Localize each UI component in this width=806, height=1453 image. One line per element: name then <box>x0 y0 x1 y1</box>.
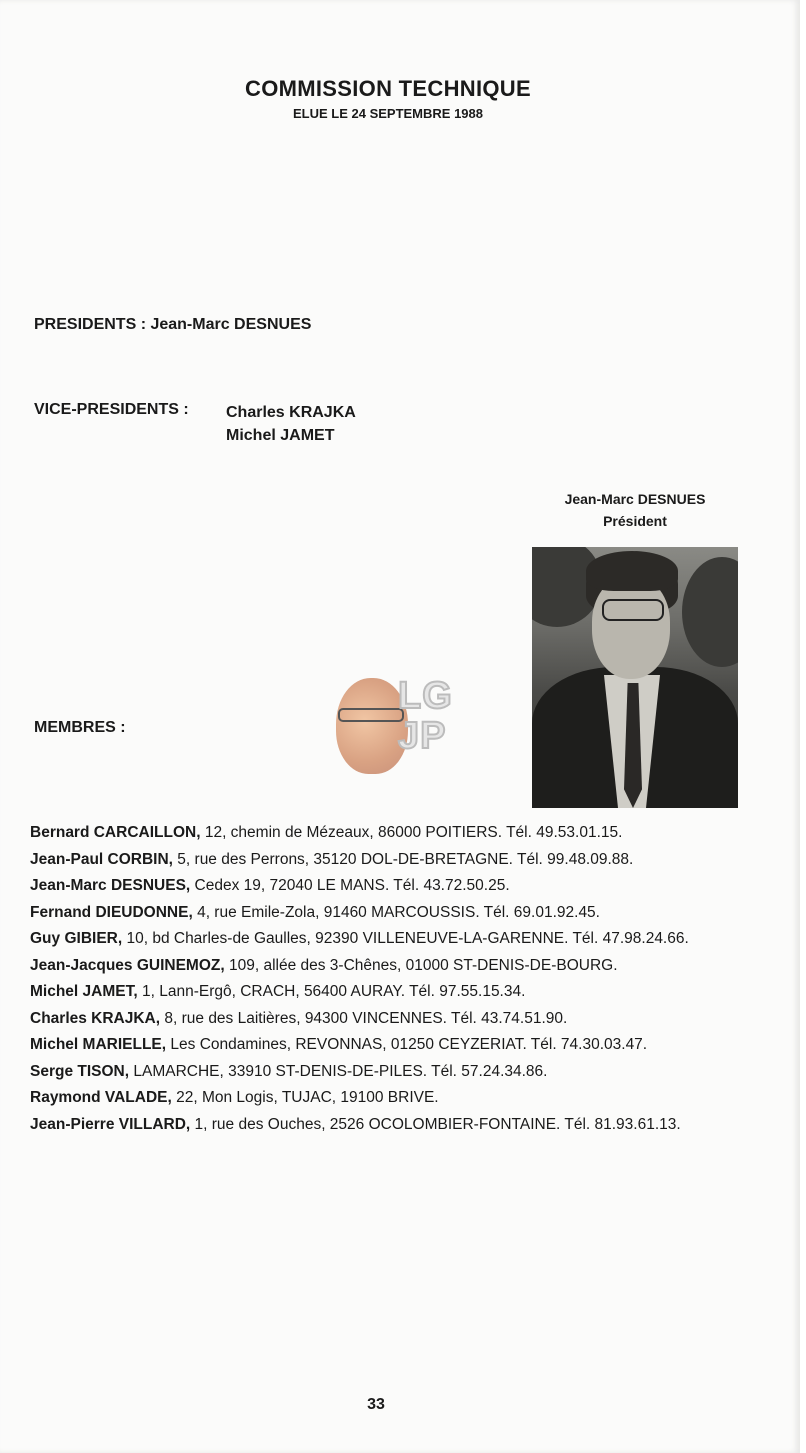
member-details: 4, rue Emile-Zola, 91460 MARCOUSSIS. Tél. 69.01.92.45. <box>197 903 600 921</box>
list-item <box>30 928 750 950</box>
member-details: 8, rue des Laitières, 94300 VINCENNES. Tél. 43.74.51.90. <box>164 1009 568 1027</box>
list-item <box>30 1061 750 1083</box>
list-item <box>30 849 750 871</box>
member-name: Jean-Jacques GUINEMOZ, <box>30 956 225 974</box>
list-item <box>30 822 750 844</box>
list-item <box>30 1008 750 1030</box>
membres-label: MEMBRES : <box>34 719 126 736</box>
member-details: 12, chemin de Mézeaux, 86000 POITIERS. Tél. 49.53.01.15. <box>204 824 623 841</box>
photo-caption <box>540 488 730 532</box>
member-details: 1, Lann-Ergô, CRACH, 56400 AURAY. Tél. 97.55.15.34. <box>141 983 526 1000</box>
vice-president-name: Charles KRAJKA <box>226 404 356 421</box>
page-title: COMMISSION TECHNIQUE <box>245 76 531 101</box>
vice-president-name: Michel JAMET <box>226 427 335 444</box>
members-list <box>30 822 750 1140</box>
vice-presidents-names <box>226 401 356 447</box>
member-name: Fernand DIEUDONNE, <box>30 903 193 921</box>
watermark-letters: LG JP <box>398 675 453 757</box>
vice-presidents-label: VICE-PRESIDENTS : <box>34 401 189 418</box>
list-item <box>30 875 750 897</box>
member-name: Bernard CARCAILLON, <box>30 824 201 841</box>
member-details: 5, rue des Perrons, 35120 DOL-DE-BRETAGNE. Tél. 99.48.09.88. <box>177 850 634 868</box>
list-item <box>30 981 750 1003</box>
page-number: 33 <box>367 1396 385 1413</box>
list-item <box>30 955 750 977</box>
member-name: Michel JAMET, <box>30 983 138 1000</box>
list-item <box>30 1114 750 1136</box>
list-item <box>30 902 750 924</box>
member-details: Cedex 19, 72040 LE MANS. Tél. 43.72.50.25. <box>194 877 510 894</box>
member-name: Jean-Pierre VILLARD, <box>30 1115 191 1133</box>
president-photo <box>532 547 738 808</box>
member-details: LAMARCHE, 33910 ST-DENIS-DE-PILES. Tél. 57.24.34.86. <box>133 1062 548 1080</box>
member-name: Guy GIBIER, <box>30 930 123 947</box>
photo-caption-role: Président <box>603 513 667 529</box>
member-details: 10, bd Charles-de Gaulles, 92390 VILLENEUVE-LA-GARENNE. Tél. 47.98.24.66. <box>126 930 689 947</box>
member-name: Jean-Marc DESNUES, <box>30 877 191 894</box>
photo-caption-name: Jean-Marc DESNUES <box>564 491 706 507</box>
page-subtitle: ELUE LE 24 SEPTEMBRE 1988 <box>292 106 483 121</box>
member-name: Raymond VALADE, <box>30 1089 172 1106</box>
presidents-line: PRESIDENTS : Jean-Marc DESNUES <box>34 316 312 333</box>
member-name: Serge TISON, <box>30 1062 130 1080</box>
member-name: Jean-Paul CORBIN, <box>30 850 173 868</box>
member-details: 1, rue des Ouches, 2526 OCOLOMBIER-FONTAINE. Tél. 81.93.61.13. <box>194 1115 681 1133</box>
list-item <box>30 1087 750 1109</box>
watermark-logo <box>336 676 476 776</box>
member-details: 22, Mon Logis, TUJAC, 19100 BRIVE. <box>176 1089 439 1106</box>
member-name: Michel MARIELLE, <box>30 1036 167 1053</box>
member-name: Charles KRAJKA, <box>30 1009 161 1027</box>
member-details: 109, allée des 3-Chênes, 01000 ST-DENIS-DE-BOURG. <box>228 956 618 974</box>
list-item <box>30 1034 750 1056</box>
member-details: Les Condamines, REVONNAS, 01250 CEYZERIAT. Tél. 74.30.03.47. <box>170 1036 648 1053</box>
